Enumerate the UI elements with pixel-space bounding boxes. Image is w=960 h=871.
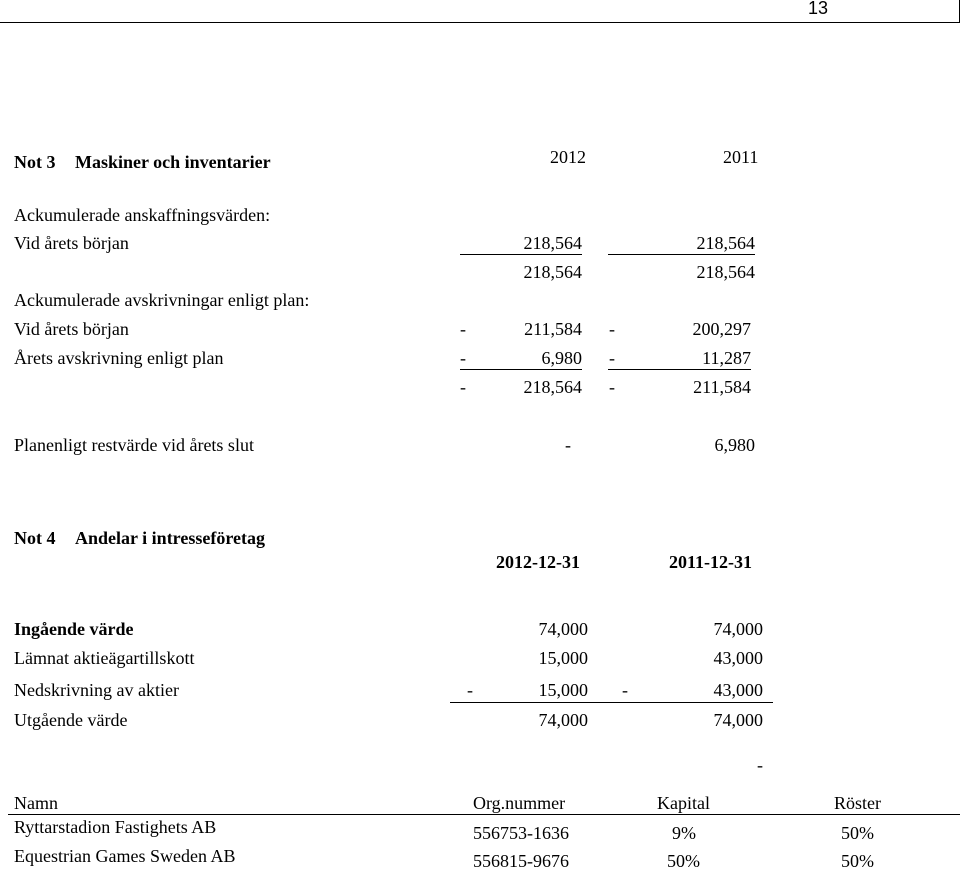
company-header-roster: Röster bbox=[834, 793, 881, 813]
note3-vid-arets-borjan-2-2011-sign: - bbox=[609, 319, 615, 339]
underline bbox=[460, 369, 582, 370]
note3-arets-avskr-2012-sign: - bbox=[460, 348, 466, 368]
note4-nedskrivning-label: Nedskrivning av aktier bbox=[14, 680, 179, 700]
note4-stray-dash: - bbox=[757, 755, 763, 775]
note4-ingaende-2012: 74,000 bbox=[538, 619, 588, 639]
table-cell-name: Equestrian Games Sweden AB bbox=[14, 846, 236, 866]
note3-vid-arets-borjan-1-2011: 218,564 bbox=[696, 233, 755, 253]
note4-nedskrivning-2012: 15,000 bbox=[538, 680, 588, 700]
note3-subtotal-2-2011: 211,584 bbox=[693, 377, 751, 397]
underline bbox=[450, 702, 773, 703]
note3-vid-arets-borjan-2-2012: 211,584 bbox=[524, 319, 582, 339]
note4-utgaende-2012: 74,000 bbox=[538, 710, 588, 730]
table-cell-orgnr: 556753-1636 bbox=[473, 823, 569, 843]
note3-arets-avskr-2012: 6,980 bbox=[541, 348, 582, 368]
note3-subtotal-1-2011: 218,564 bbox=[696, 262, 755, 282]
note4-col-2011: 2011-12-31 bbox=[669, 552, 752, 572]
note4-utgaende-label: Utgående värde bbox=[14, 710, 128, 730]
note3-vid-arets-borjan-2-label: Vid årets början bbox=[14, 319, 129, 339]
note3-planenligt-2011: 6,980 bbox=[714, 435, 755, 455]
table-cell-orgnr: 556815-9676 bbox=[473, 851, 569, 871]
note3-number: Not 3 bbox=[14, 152, 56, 172]
table-cell-kapital: 50% bbox=[667, 851, 700, 871]
note3-vid-arets-borjan-1-2012: 218,564 bbox=[523, 233, 582, 253]
note4-nedskrivning-2012-sign: - bbox=[467, 680, 473, 700]
table-cell-name: Ryttarstadion Fastighets AB bbox=[14, 817, 217, 837]
table-header-rule bbox=[8, 814, 960, 815]
note3-subtotal-2-2012-sign: - bbox=[460, 377, 466, 397]
note3-vid-arets-borjan-1-label: Vid årets början bbox=[14, 233, 129, 253]
note3-col-2011: 2011 bbox=[723, 147, 759, 167]
note4-lamnat-2012: 15,000 bbox=[538, 648, 588, 668]
company-header-namn: Namn bbox=[14, 793, 58, 813]
company-header-kapital: Kapital bbox=[657, 793, 710, 813]
note3-subtotal-1-2012: 218,564 bbox=[523, 262, 582, 282]
note4-col-2012: 2012-12-31 bbox=[496, 552, 580, 572]
page-number: 13 bbox=[808, 0, 829, 18]
note3-arets-avskr-label: Årets avskrivning enligt plan bbox=[14, 348, 224, 368]
note3-subtotal-2-2011-sign: - bbox=[609, 377, 615, 397]
note3-vid-arets-borjan-2-2011: 200,297 bbox=[692, 319, 751, 339]
note4-lamnat-2011: 43,000 bbox=[713, 648, 763, 668]
table-cell-roster: 50% bbox=[841, 823, 874, 843]
note3-ack-avskr-label: Ackumulerade avskrivningar enligt plan: bbox=[14, 290, 310, 310]
note4-utgaende-2011: 74,000 bbox=[713, 710, 763, 730]
note4-number: Not 4 bbox=[14, 528, 56, 548]
note4-lamnat-label: Lämnat aktieägartillskott bbox=[14, 648, 195, 668]
note4-ingaende-2011: 74,000 bbox=[713, 619, 763, 639]
company-header-orgnr: Org.nummer bbox=[473, 793, 566, 813]
note4-nedskrivning-2011-sign: - bbox=[622, 680, 628, 700]
note4-ingaende-label: Ingående värde bbox=[14, 619, 134, 639]
underline bbox=[608, 254, 755, 255]
note3-ack-anskaff-label: Ackumulerade anskaffningsvärden: bbox=[14, 205, 271, 225]
note3-subtotal-2-2012: 218,564 bbox=[523, 377, 582, 397]
note4-title: Andelar i intresseföretag bbox=[75, 528, 265, 548]
note3-vid-arets-borjan-2-2012-sign: - bbox=[460, 319, 466, 339]
note4-nedskrivning-2011: 43,000 bbox=[713, 680, 763, 700]
note3-planenligt-2012: - bbox=[565, 435, 571, 455]
note3-planenligt-label: Planenligt restvärde vid årets slut bbox=[14, 435, 254, 455]
underline bbox=[460, 254, 582, 255]
note3-col-2012: 2012 bbox=[550, 147, 586, 167]
table-cell-kapital: 9% bbox=[672, 823, 696, 843]
note3-arets-avskr-2011-sign: - bbox=[609, 348, 615, 368]
note3-arets-avskr-2011: 11,287 bbox=[702, 348, 751, 368]
underline bbox=[608, 369, 751, 370]
table-cell-roster: 50% bbox=[841, 851, 874, 871]
note3-title: Maskiner och inventarier bbox=[75, 152, 271, 172]
